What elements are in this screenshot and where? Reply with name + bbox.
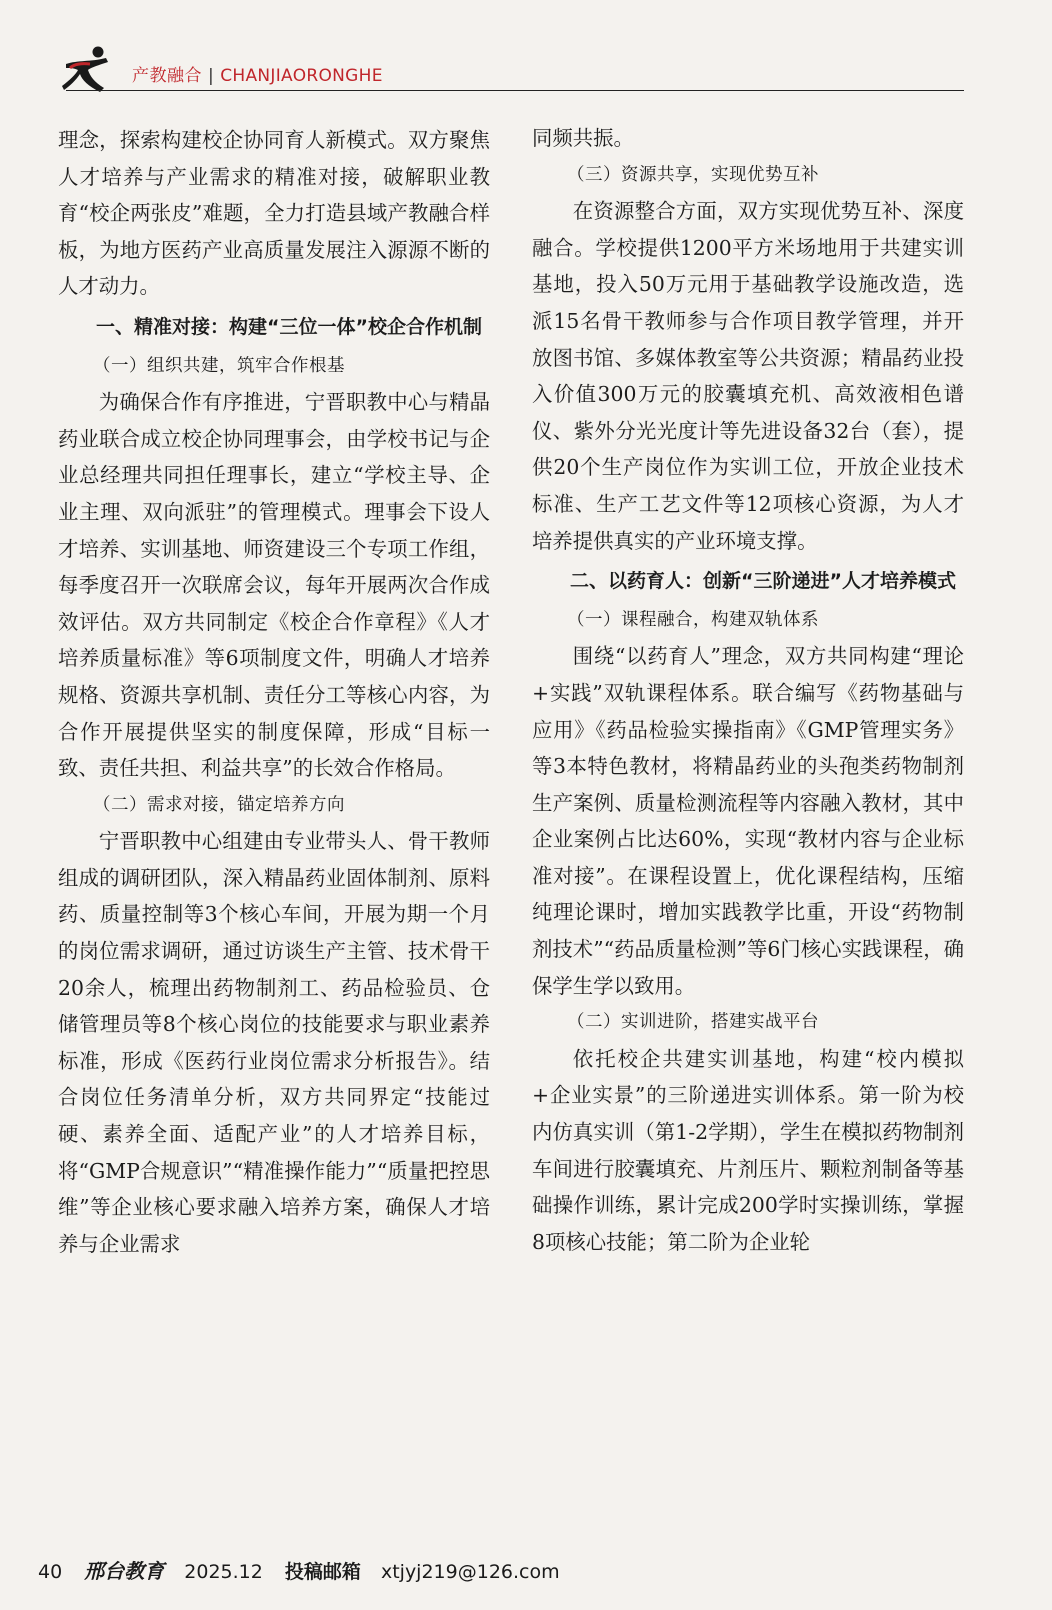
header-rule xyxy=(66,90,964,91)
section-heading-2: 二、以药育人：创新“三阶递进”人才培养模式 xyxy=(570,570,956,593)
left-column xyxy=(58,122,490,1262)
section-title-en: CHANJIAORONGHE xyxy=(220,66,383,86)
paragraph: 围绕“以药育人”理念，双方共同构建“理论+实践”双轨课程体系。联合编写《药物基础与应用》《药品检验实操指南》《GMP管理实务》等3本特色教材，将精晶药业的头孢类药物制剂生产案例、质量检测流程等内容融入教材，其中企业案例占比达60%，实现“教材内容与企业标准对接”。在课程设置上，优化课程结构，压缩纯理论课时，增加实践教学比重，开设“药物制剂技术”“药品质量检测”等6门核心实践课程，确保学生学以致用。 xyxy=(532,644,964,998)
section-header xyxy=(132,61,383,86)
subheading: （二）需求对接，锚定培养方向 xyxy=(93,794,345,815)
subheading: （二）实训进阶，搭建实战平台 xyxy=(567,1012,819,1033)
section-title-cn: 产教融合 xyxy=(132,66,202,86)
subheading: （一）课程融合，构建双轨体系 xyxy=(567,609,819,630)
page-footer xyxy=(38,1555,560,1584)
paragraph: 在资源整合方面，双方实现优势互补、深度融合。学校提供1200平方米场地用于共建实训基地，投入50万元用于基础教学设施改造，选派15名骨干教师参与合作项目教学管理，并开放图书馆、多媒体教室等公共资源；精晶药业投入价值300万元的胶囊填充机、高效液相色谱仪、紫外分光光度计等先进设备32台（套），提供20个生产岗位作为实训工位，开放企业技术标准、生产工艺文件等12项核心资源，为人才培养提供真实的产业环境支撑。 xyxy=(532,199,964,553)
submission-email[interactable]: xtjyj219@126.com xyxy=(380,1561,560,1583)
page-number: 40 xyxy=(38,1561,63,1583)
subheading: （一）组织共建，筑牢合作根基 xyxy=(93,355,345,376)
section-heading-1: 一、精准对接：构建“三位一体”校企合作机制 xyxy=(96,315,482,338)
issue-number: 2025.12 xyxy=(184,1561,263,1583)
paragraph: 为确保合作有序推进，宁晋职教中心与精晶药业联合成立校企协同理事会，由学校书记与企业总经理共同担任理事长，建立“学校主导、企业主理、双向派驻”的管理模式。理事会下设人才培养、实训基地、师资建设三个专项工作组，每季度召开一次联席会议，每年开展两次合作成效评估。双方共同制定《校企合作章程》《人才培养质量标准》等6项制度文件，明确人才培养规格、资源共享机制、责任分工等核心内容，为合作开展提供坚实的制度保障，形成“目标一致、责任共担、利益共享”的长效合作格局。 xyxy=(58,390,490,781)
running-figure-logo xyxy=(60,44,118,94)
email-label: 投稿邮箱 xyxy=(284,1561,361,1583)
paragraph: 宁晋职教中心组建由专业带头人、骨干教师组成的调研团队，深入精晶药业固体制剂、原料药、质量控制等3个核心车间，开展为期一个月的岗位需求调研，通过访谈生产主管、技术骨干20余人，梳理出药物制剂工、药品检验员、仓储管理员等8个核心岗位的技能要求与职业素养标准，形成《医药行业岗位需求分析报告》。结合岗位任务清单分析，双方共同界定“技能过硬、素养全面、适配产业”的人才培养目标，将“GMP合规意识”“精准操作能力”“质量把控思维”等企业核心要求融入培养方案，确保人才培养与企业需求 xyxy=(58,829,490,1256)
header-separator: | xyxy=(208,66,215,86)
paragraph: 依托校企共建实训基地，构建“校内模拟+企业实景”的三阶递进实训体系。第一阶为校内仿真实训（第1-2学期），学生在模拟药物制剂车间进行胶囊填充、片剂压片、颗粒剂制备等基础操作训练，累计完成200学时实操训练，掌握8项核心技能；第二阶为企业轮 xyxy=(532,1046,964,1254)
paragraph: 同频共振。 xyxy=(532,126,634,150)
subheading: （三）资源共享，实现优势互补 xyxy=(567,164,819,185)
magazine-name: 邢台教育 xyxy=(84,1559,165,1583)
right-column xyxy=(532,120,964,1260)
paragraph: 理念，探索构建校企协同育人新模式。双方聚焦人才培养与产业需求的精准对接，破解职业教育“校企两张皮”难题，全力打造县域产教融合样板，为地方医药产业高质量发展注入源源不断的人才动力。 xyxy=(58,128,490,299)
